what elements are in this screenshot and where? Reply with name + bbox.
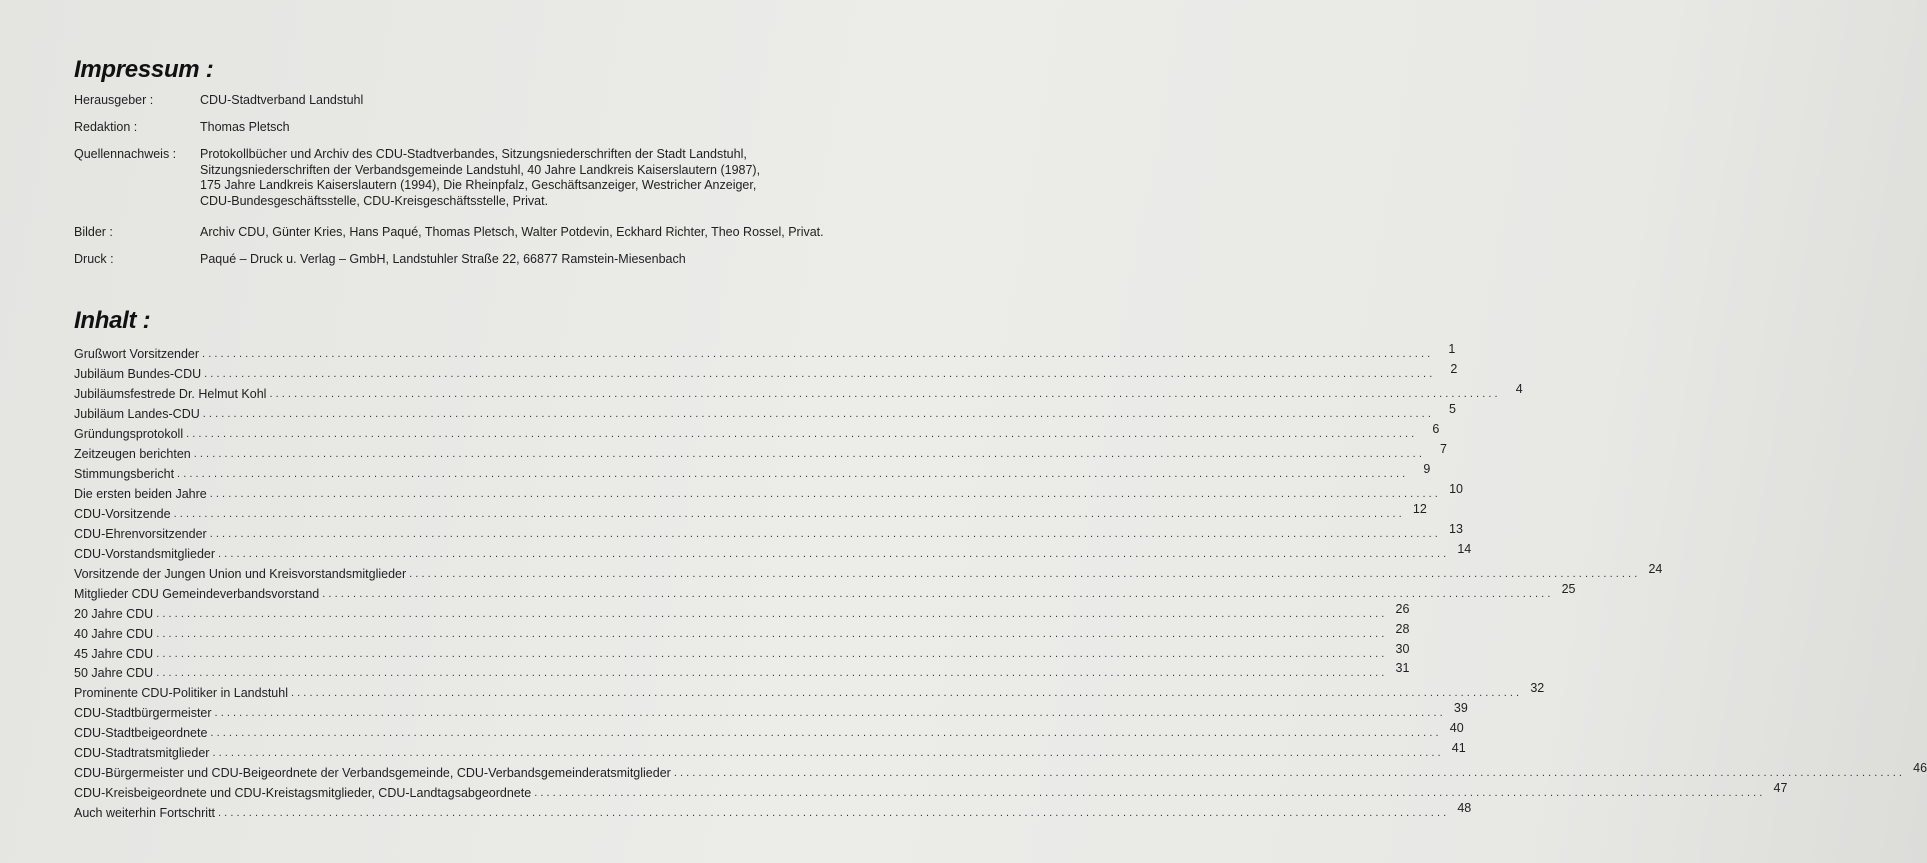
toc-dot-leader: ........................................................................................................................................................................................................	[409, 567, 1641, 580]
toc-dot-leader: ........................................................................................................................................................................................................	[156, 647, 1388, 660]
toc-entry-title: Vorsitzende der Jungen Union und Kreisvorstandsmitglieder	[74, 566, 407, 581]
toc-entry	[74, 541, 1472, 561]
imprint-value-line: Thomas Pletsch	[200, 120, 290, 134]
toc-entry-page: 47	[1773, 781, 1788, 796]
toc-entry-title: CDU-Stadtratsmitglieder	[74, 746, 210, 761]
toc-entry	[74, 621, 1410, 641]
toc-entry	[74, 740, 1466, 761]
toc-dot-leader: ........................................................................................................................................................................................................	[177, 467, 1409, 480]
toc-entry	[74, 780, 1788, 801]
impressum-heading: Impressum :	[74, 56, 214, 83]
imprint-value-line: CDU-Stadtverband Landstuhl	[200, 93, 364, 107]
toc-dot-leader: ........................................................................................................................................................................................................	[186, 427, 1418, 440]
toc-entry-page: 32	[1530, 681, 1545, 696]
toc-entry	[74, 421, 1440, 441]
toc-entry-title: Jubiläumsfestrede Dr. Helmut Kohl	[74, 386, 267, 401]
toc-entry-title: CDU-Bürgermeister und CDU-Beigeordnete der Verbandsgemeinde, CDU-Verbandsgemeinderatsmitglieder	[74, 766, 671, 781]
imprint-label: Bilder :	[74, 225, 113, 239]
toc-entry-page: 10	[1449, 481, 1463, 496]
toc-entry-page: 24	[1648, 561, 1663, 576]
toc-entry-title: CDU-Stadtbürgermeister	[74, 706, 212, 721]
toc-entry	[74, 700, 1468, 721]
toc-entry	[74, 720, 1464, 741]
toc-entry-page: 14	[1457, 541, 1472, 556]
toc-dot-leader: ........................................................................................................................................................................................................	[193, 447, 1425, 460]
toc-dot-leader: ........................................................................................................................................................................................................	[214, 707, 1446, 720]
table-of-contents	[74, 341, 1927, 821]
toc-entry-page: 12	[1412, 501, 1427, 516]
toc-entry	[74, 401, 1456, 421]
toc-dot-leader: ........................................................................................................................................................................................................	[202, 407, 1434, 420]
imprint-value	[200, 93, 860, 109]
imprint-value	[200, 147, 860, 209]
toc-entry-title: Grußwort Vorsitzender	[74, 346, 200, 361]
toc-entry-title: Mitglieder CDU Gemeindeverbandsvorstand	[74, 586, 320, 601]
toc-entry-title: CDU-Vorsitzende	[74, 506, 171, 521]
toc-entry-title: CDU-Vorstandsmitglieder	[74, 546, 216, 561]
toc-entry-title: Gründungsprotokoll	[74, 426, 184, 441]
toc-dot-leader: ........................................................................................................................................................................................................	[534, 787, 1766, 800]
toc-dot-leader: ........................................................................................................................................................................................................	[156, 607, 1388, 620]
toc-entry	[74, 381, 1523, 401]
toc-entry-page: 1	[1448, 341, 1456, 356]
toc-entry-page: 26	[1395, 601, 1410, 616]
toc-entry-title: CDU-Stadtbeigeordnete	[74, 726, 208, 741]
toc-entry-title: Zeitzeugen berichten	[74, 446, 191, 461]
toc-entry-title: CDU-Kreisbeigeordnete und CDU-Kreistagsmitglieder, CDU-Landtagsabgeordnete	[74, 786, 532, 801]
imprint-label: Quellennachweis :	[74, 147, 177, 161]
toc-entry	[74, 461, 1431, 481]
toc-entry	[74, 501, 1427, 521]
inhalt-heading: Inhalt :	[74, 307, 151, 334]
toc-entry-page: 40	[1449, 721, 1464, 736]
toc-entry	[74, 361, 1458, 381]
imprint-value-line: Archiv CDU, Günter Kries, Hans Paqué, Thomas Pletsch, Walter Potdevin, Eckhard Richter, Theo Rossel, Privat.	[200, 225, 824, 239]
toc-dot-leader: ........................................................................................................................................................................................................	[290, 687, 1523, 700]
toc-entry-page: 4	[1515, 381, 1523, 396]
toc-entry	[74, 561, 1663, 581]
toc-entry	[74, 680, 1545, 701]
imprint-value	[200, 252, 860, 268]
toc-entry-title: Jubiläum Landes-CDU	[74, 406, 200, 421]
toc-entry-title: Stimmungsbericht	[74, 466, 175, 481]
toc-entry-title: Jubiläum Bundes-CDU	[74, 366, 202, 381]
toc-entry-page: 41	[1451, 741, 1466, 756]
toc-entry-page: 46	[1913, 761, 1927, 776]
toc-entry-page: 48	[1457, 801, 1472, 816]
toc-entry-page: 13	[1449, 521, 1463, 536]
toc-dot-leader: ........................................................................................................................................................................................................	[156, 667, 1388, 680]
toc-dot-leader: ........................................................................................................................................................................................................	[218, 807, 1450, 820]
toc-dot-leader: ........................................................................................................................................................................................................	[218, 547, 1450, 560]
imprint-value-line: Protokollbücher und Archiv des CDU-Stadtverbandes, Sitzungsniederschriften der Stadt Landstuhl,	[200, 147, 747, 161]
toc-entry	[74, 341, 1456, 361]
imprint-label: Redaktion :	[74, 120, 138, 134]
toc-entry	[74, 601, 1410, 621]
toc-dot-leader: ........................................................................................................................................................................................................	[269, 387, 1501, 400]
imprint-label: Druck :	[74, 252, 114, 266]
toc-entry-page: 6	[1432, 421, 1440, 436]
toc-dot-leader: ........................................................................................................................................................................................................	[202, 347, 1434, 360]
toc-dot-leader: ........................................................................................................................................................................................................	[204, 367, 1436, 380]
toc-entry-page: 28	[1395, 621, 1410, 636]
toc-entry-page: 39	[1453, 701, 1468, 716]
imprint-value-line: Sitzungsniederschriften der Verbandsgemeinde Landstuhl, 40 Jahre Landkreis Kaiserslautern (1987),	[200, 162, 761, 177]
toc-entry-page: 2	[1450, 361, 1458, 376]
imprint-value-line: 175 Jahre Landkreis Kaiserslautern (1994), Die Rheinpfalz, Geschäftsanzeiger, Westricher Anzeiger,	[200, 178, 757, 192]
toc-entry	[74, 661, 1410, 681]
toc-dot-leader: ........................................................................................................................................................................................................	[156, 627, 1388, 640]
toc-entry-page: 31	[1395, 661, 1410, 676]
imprint-value	[200, 225, 860, 241]
toc-entry	[74, 760, 1927, 781]
toc-entry-title: Die ersten beiden Jahre	[74, 486, 207, 501]
imprint-value-line: CDU-Bundesgeschäftsstelle, CDU-Kreisgeschäftsstelle, Privat.	[200, 193, 549, 208]
toc-entry-title: 50 Jahre CDU	[74, 666, 154, 681]
toc-entry	[74, 521, 1463, 541]
toc-dot-leader: ........................................................................................................................................................................................................	[173, 507, 1405, 520]
toc-entry-title: Prominente CDU-Politiker in Landstuhl	[74, 686, 288, 701]
toc-entry	[74, 581, 1576, 601]
imprint-value	[200, 120, 860, 136]
toc-entry-page: 25	[1561, 581, 1576, 596]
toc-dot-leader: ........................................................................................................................................................................................................	[212, 747, 1444, 760]
toc-entry	[74, 441, 1447, 461]
toc-dot-leader: ........................................................................................................................................................................................................	[209, 527, 1441, 540]
toc-entry-page: 9	[1423, 461, 1431, 476]
toc-entry-page: 5	[1449, 401, 1456, 416]
toc-entry-page: 7	[1440, 441, 1447, 456]
toc-entry	[74, 481, 1463, 501]
toc-entry-title: 40 Jahre CDU	[74, 626, 154, 641]
imprint-value-line: Paqué – Druck u. Verlag – GmbH, Landstuhler Straße 22, 66877 Ramstein-Miesenbach	[200, 252, 686, 266]
toc-entry-title: 45 Jahre CDU	[74, 646, 154, 661]
toc-dot-leader: ........................................................................................................................................................................................................	[322, 587, 1554, 600]
toc-entry	[74, 641, 1410, 661]
toc-dot-leader: ........................................................................................................................................................................................................	[209, 487, 1441, 500]
toc-entry-page: 30	[1395, 641, 1410, 656]
toc-dot-leader: ........................................................................................................................................................................................................	[673, 767, 1906, 780]
imprint-label: Herausgeber :	[74, 93, 154, 107]
toc-entry-title: 20 Jahre CDU	[74, 606, 154, 621]
toc-entry-title: CDU-Ehrenvorsitzender	[74, 526, 207, 541]
toc-entry-title: Auch weiterhin Fortschritt	[74, 806, 216, 821]
toc-entry	[74, 800, 1472, 821]
toc-dot-leader: ........................................................................................................................................................................................................	[210, 727, 1442, 740]
